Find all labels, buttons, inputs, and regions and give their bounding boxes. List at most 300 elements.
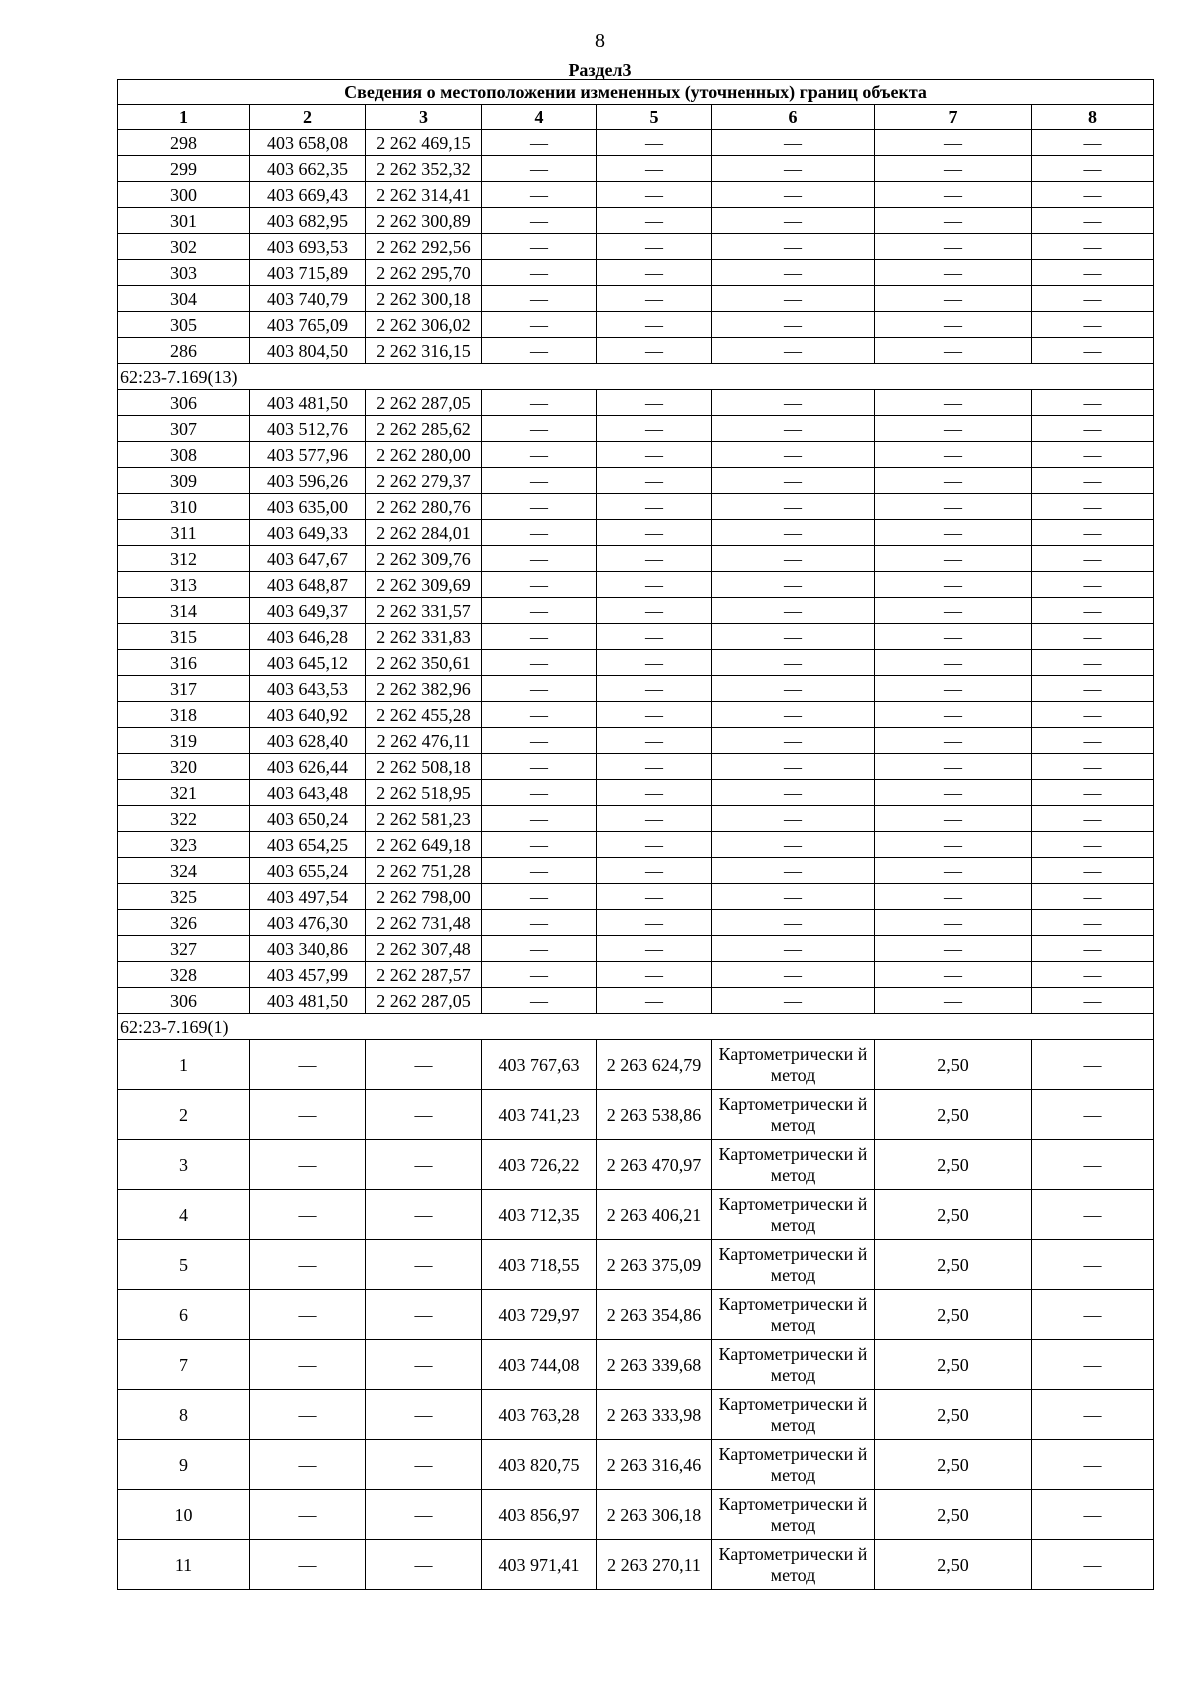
empty-dash: — — [250, 1540, 366, 1590]
coord-x: 403 715,89 — [250, 260, 366, 286]
table-row — [118, 1540, 1154, 1590]
empty-dash: — — [712, 676, 875, 702]
column-header: 6 — [712, 105, 875, 130]
empty-dash: — — [597, 234, 712, 260]
coord-x: 403 655,24 — [250, 858, 366, 884]
empty-dash: — — [366, 1340, 482, 1390]
empty-dash: — — [482, 702, 597, 728]
empty-dash: — — [597, 728, 712, 754]
table-row — [118, 208, 1154, 234]
table-row — [118, 988, 1154, 1014]
coord-x: 403 645,12 — [250, 650, 366, 676]
empty-dash: — — [1032, 546, 1154, 572]
empty-dash: — — [875, 806, 1032, 832]
method-cell: Картометрически й метод — [712, 1190, 875, 1240]
point-number: 3 — [118, 1140, 250, 1190]
table-row — [118, 832, 1154, 858]
coord-y: 2 262 300,18 — [366, 286, 482, 312]
coord-y: 2 262 280,76 — [366, 494, 482, 520]
empty-dash: — — [875, 754, 1032, 780]
coord-y: 2 262 306,02 — [366, 312, 482, 338]
empty-dash: — — [1032, 1040, 1154, 1090]
empty-dash: — — [482, 520, 597, 546]
empty-dash: — — [250, 1440, 366, 1490]
table-row — [118, 182, 1154, 208]
empty-dash: — — [597, 832, 712, 858]
table-row — [118, 962, 1154, 988]
point-number: 322 — [118, 806, 250, 832]
empty-dash: — — [875, 416, 1032, 442]
empty-dash: — — [875, 156, 1032, 182]
table-row — [118, 156, 1154, 182]
coord-x: 403 726,22 — [482, 1140, 597, 1190]
empty-dash: — — [712, 442, 875, 468]
empty-dash: — — [250, 1240, 366, 1290]
empty-dash: — — [712, 208, 875, 234]
table-row — [118, 598, 1154, 624]
coord-y: 2 262 309,69 — [366, 572, 482, 598]
point-number: 7 — [118, 1340, 250, 1390]
empty-dash: — — [482, 936, 597, 962]
empty-dash: — — [482, 208, 597, 234]
empty-dash: — — [597, 260, 712, 286]
empty-dash: — — [1032, 416, 1154, 442]
empty-dash: — — [1032, 520, 1154, 546]
coord-y: 2 263 339,68 — [597, 1340, 712, 1390]
coord-x: 403 669,43 — [250, 182, 366, 208]
empty-dash: — — [1032, 494, 1154, 520]
empty-dash: — — [597, 338, 712, 364]
coord-x: 403 340,86 — [250, 936, 366, 962]
empty-dash: — — [366, 1240, 482, 1290]
coord-x: 403 712,35 — [482, 1190, 597, 1240]
empty-dash: — — [1032, 1490, 1154, 1540]
point-number: 298 — [118, 130, 250, 156]
empty-dash: — — [482, 546, 597, 572]
coord-y: 2 262 518,95 — [366, 780, 482, 806]
empty-dash: — — [875, 858, 1032, 884]
coord-x: 403 763,28 — [482, 1390, 597, 1440]
point-number: 11 — [118, 1540, 250, 1590]
empty-dash: — — [250, 1290, 366, 1340]
coord-x: 403 476,30 — [250, 910, 366, 936]
empty-dash: — — [1032, 624, 1154, 650]
empty-dash: — — [597, 910, 712, 936]
empty-dash: — — [1032, 936, 1154, 962]
empty-dash: — — [875, 130, 1032, 156]
group-row — [118, 364, 1154, 390]
empty-dash: — — [1032, 962, 1154, 988]
empty-dash: — — [482, 442, 597, 468]
empty-dash: — — [712, 884, 875, 910]
table-row — [118, 780, 1154, 806]
table-row — [118, 312, 1154, 338]
coord-y: 2 262 731,48 — [366, 910, 482, 936]
empty-dash: — — [366, 1140, 482, 1190]
empty-dash: — — [875, 442, 1032, 468]
method-cell: Картометрически й метод — [712, 1090, 875, 1140]
empty-dash: — — [482, 338, 597, 364]
table-row — [118, 858, 1154, 884]
empty-dash: — — [1032, 806, 1154, 832]
coord-x: 403 640,92 — [250, 702, 366, 728]
coord-x: 403 481,50 — [250, 390, 366, 416]
empty-dash: — — [482, 650, 597, 676]
coord-y: 2 262 292,56 — [366, 234, 482, 260]
table-row — [118, 650, 1154, 676]
empty-dash: — — [250, 1340, 366, 1390]
empty-dash: — — [1032, 390, 1154, 416]
empty-dash: — — [597, 286, 712, 312]
point-number: 6 — [118, 1290, 250, 1340]
empty-dash: — — [250, 1140, 366, 1190]
empty-dash: — — [712, 494, 875, 520]
empty-dash: — — [712, 546, 875, 572]
column-header: 3 — [366, 105, 482, 130]
empty-dash: — — [597, 936, 712, 962]
empty-dash: — — [366, 1040, 482, 1090]
empty-dash: — — [482, 962, 597, 988]
empty-dash: — — [1032, 1290, 1154, 1340]
table-row — [118, 754, 1154, 780]
point-number: 304 — [118, 286, 250, 312]
empty-dash: — — [712, 312, 875, 338]
empty-dash: — — [597, 156, 712, 182]
empty-dash: — — [597, 546, 712, 572]
empty-dash: — — [482, 910, 597, 936]
empty-dash: — — [712, 858, 875, 884]
point-number: 326 — [118, 910, 250, 936]
coord-y: 2 263 270,11 — [597, 1540, 712, 1590]
table-row — [118, 390, 1154, 416]
empty-dash: — — [597, 572, 712, 598]
empty-dash: — — [712, 390, 875, 416]
empty-dash: — — [597, 416, 712, 442]
empty-dash: — — [482, 286, 597, 312]
coord-x: 403 647,67 — [250, 546, 366, 572]
empty-dash: — — [597, 130, 712, 156]
coord-x: 403 628,40 — [250, 728, 366, 754]
empty-dash: — — [1032, 780, 1154, 806]
point-number: 313 — [118, 572, 250, 598]
point-number: 315 — [118, 624, 250, 650]
empty-dash: — — [875, 338, 1032, 364]
empty-dash: — — [875, 832, 1032, 858]
coord-x: 403 596,26 — [250, 468, 366, 494]
coord-x: 403 650,24 — [250, 806, 366, 832]
point-number: 303 — [118, 260, 250, 286]
empty-dash: — — [1032, 988, 1154, 1014]
empty-dash: — — [597, 988, 712, 1014]
coord-y: 2 262 284,01 — [366, 520, 482, 546]
empty-dash: — — [1032, 1190, 1154, 1240]
coord-x: 403 649,37 — [250, 598, 366, 624]
empty-dash: — — [712, 910, 875, 936]
empty-dash: — — [875, 286, 1032, 312]
empty-dash: — — [250, 1090, 366, 1140]
table-row — [118, 1240, 1154, 1290]
empty-dash: — — [1032, 650, 1154, 676]
table-row — [118, 1040, 1154, 1090]
empty-dash: — — [1032, 182, 1154, 208]
empty-dash: — — [482, 260, 597, 286]
coord-y: 2 263 333,98 — [597, 1390, 712, 1440]
table-row — [118, 520, 1154, 546]
empty-dash: — — [1032, 1140, 1154, 1190]
point-number: 1 — [118, 1040, 250, 1090]
empty-dash: — — [1032, 728, 1154, 754]
table-row — [118, 260, 1154, 286]
empty-dash: — — [366, 1540, 482, 1590]
empty-dash: — — [875, 260, 1032, 286]
empty-dash: — — [250, 1490, 366, 1540]
column-header: 4 — [482, 105, 597, 130]
empty-dash: — — [1032, 884, 1154, 910]
point-number: 328 — [118, 962, 250, 988]
coord-x: 403 654,25 — [250, 832, 366, 858]
empty-dash: — — [875, 650, 1032, 676]
coord-y: 2 262 295,70 — [366, 260, 482, 286]
empty-dash: — — [1032, 702, 1154, 728]
method-cell: Картометрически й метод — [712, 1040, 875, 1090]
coord-y: 2 262 798,00 — [366, 884, 482, 910]
empty-dash: — — [597, 494, 712, 520]
table-row — [118, 130, 1154, 156]
coord-x: 403 658,08 — [250, 130, 366, 156]
coord-y: 2 262 280,00 — [366, 442, 482, 468]
table-row — [118, 1090, 1154, 1140]
coord-y: 2 263 354,86 — [597, 1290, 712, 1340]
coord-x: 403 643,48 — [250, 780, 366, 806]
empty-dash: — — [1032, 1090, 1154, 1140]
table-row — [118, 1190, 1154, 1240]
point-number: 301 — [118, 208, 250, 234]
empty-dash: — — [1032, 754, 1154, 780]
empty-dash: — — [366, 1190, 482, 1240]
coord-x: 403 626,44 — [250, 754, 366, 780]
empty-dash: — — [712, 936, 875, 962]
coord-x: 403 577,96 — [250, 442, 366, 468]
accuracy-cell: 2,50 — [875, 1090, 1032, 1140]
empty-dash: — — [597, 650, 712, 676]
method-cell: Картометрически й метод — [712, 1490, 875, 1540]
coord-y: 2 262 307,48 — [366, 936, 482, 962]
empty-dash: — — [1032, 910, 1154, 936]
table-row — [118, 416, 1154, 442]
empty-dash: — — [482, 728, 597, 754]
empty-dash: — — [482, 572, 597, 598]
section-label: Раздел3 — [568, 60, 632, 80]
point-number: 10 — [118, 1490, 250, 1540]
empty-dash: — — [1032, 1440, 1154, 1490]
coord-y: 2 263 624,79 — [597, 1040, 712, 1090]
point-number: 306 — [118, 390, 250, 416]
method-cell: Картометрически й метод — [712, 1290, 875, 1340]
column-header: 2 — [250, 105, 366, 130]
coord-x: 403 481,50 — [250, 988, 366, 1014]
method-cell: Картометрически й метод — [712, 1390, 875, 1440]
empty-dash: — — [712, 234, 875, 260]
empty-dash: — — [482, 832, 597, 858]
empty-dash: — — [875, 624, 1032, 650]
accuracy-cell: 2,50 — [875, 1490, 1032, 1540]
point-number: 309 — [118, 468, 250, 494]
empty-dash: — — [875, 962, 1032, 988]
point-number: 312 — [118, 546, 250, 572]
coord-y: 2 262 287,05 — [366, 988, 482, 1014]
group-label: 62:23-7.169(13) — [118, 364, 1154, 390]
empty-dash: — — [1032, 442, 1154, 468]
coord-x: 403 682,95 — [250, 208, 366, 234]
empty-dash: — — [1032, 156, 1154, 182]
point-number: 311 — [118, 520, 250, 546]
table-row — [118, 1390, 1154, 1440]
empty-dash: — — [1032, 130, 1154, 156]
table-row — [118, 936, 1154, 962]
point-number: 319 — [118, 728, 250, 754]
coord-x: 403 741,23 — [482, 1090, 597, 1140]
empty-dash: — — [597, 676, 712, 702]
empty-dash: — — [1032, 676, 1154, 702]
method-cell: Картометрически й метод — [712, 1340, 875, 1390]
empty-dash: — — [712, 624, 875, 650]
coord-x: 403 649,33 — [250, 520, 366, 546]
empty-dash: — — [712, 598, 875, 624]
table-row — [118, 702, 1154, 728]
empty-dash: — — [875, 988, 1032, 1014]
empty-dash: — — [712, 962, 875, 988]
table-row — [118, 1290, 1154, 1340]
point-number: 317 — [118, 676, 250, 702]
empty-dash: — — [875, 936, 1032, 962]
empty-dash: — — [1032, 208, 1154, 234]
method-cell: Картометрически й метод — [712, 1540, 875, 1590]
coord-y: 2 263 470,97 — [597, 1140, 712, 1190]
column-header-row — [118, 105, 1154, 130]
coord-x: 403 635,00 — [250, 494, 366, 520]
column-header: 7 — [875, 105, 1032, 130]
coord-y: 2 262 285,62 — [366, 416, 482, 442]
empty-dash: — — [597, 780, 712, 806]
method-cell: Картометрически й метод — [712, 1140, 875, 1190]
empty-dash: — — [712, 650, 875, 676]
coord-x: 403 740,79 — [250, 286, 366, 312]
point-number: 310 — [118, 494, 250, 520]
table-title: Сведения о местоположении измененных (уточненных) границ объекта — [118, 80, 1154, 105]
table-row — [118, 676, 1154, 702]
empty-dash: — — [1032, 468, 1154, 494]
point-number: 300 — [118, 182, 250, 208]
coord-x: 403 804,50 — [250, 338, 366, 364]
coord-x: 403 457,99 — [250, 962, 366, 988]
table-row — [118, 1440, 1154, 1490]
accuracy-cell: 2,50 — [875, 1340, 1032, 1390]
empty-dash: — — [482, 754, 597, 780]
empty-dash: — — [1032, 1390, 1154, 1440]
coord-y: 2 262 350,61 — [366, 650, 482, 676]
coord-y: 2 262 287,05 — [366, 390, 482, 416]
empty-dash: — — [875, 572, 1032, 598]
column-header: 1 — [118, 105, 250, 130]
empty-dash: — — [366, 1440, 482, 1490]
empty-dash: — — [482, 234, 597, 260]
point-number: 308 — [118, 442, 250, 468]
empty-dash: — — [875, 182, 1032, 208]
empty-dash: — — [366, 1390, 482, 1440]
table-row — [118, 1490, 1154, 1540]
table-row — [118, 494, 1154, 520]
point-number: 306 — [118, 988, 250, 1014]
empty-dash: — — [712, 182, 875, 208]
coord-x: 403 512,76 — [250, 416, 366, 442]
accuracy-cell: 2,50 — [875, 1140, 1032, 1190]
method-cell: Картометрически й метод — [712, 1240, 875, 1290]
point-number: 324 — [118, 858, 250, 884]
coord-y: 2 262 279,37 — [366, 468, 482, 494]
empty-dash: — — [597, 806, 712, 832]
empty-dash: — — [482, 806, 597, 832]
empty-dash: — — [712, 260, 875, 286]
empty-dash: — — [597, 754, 712, 780]
coord-x: 403 693,53 — [250, 234, 366, 260]
page-number: 8 — [595, 30, 605, 52]
empty-dash: — — [482, 780, 597, 806]
empty-dash: — — [875, 390, 1032, 416]
coord-y: 2 262 331,57 — [366, 598, 482, 624]
coord-y: 2 263 406,21 — [597, 1190, 712, 1240]
empty-dash: — — [1032, 286, 1154, 312]
empty-dash: — — [875, 884, 1032, 910]
empty-dash: — — [712, 754, 875, 780]
coord-x: 403 767,63 — [482, 1040, 597, 1090]
empty-dash: — — [712, 988, 875, 1014]
coord-y: 2 262 581,23 — [366, 806, 482, 832]
empty-dash: — — [597, 312, 712, 338]
table-row — [118, 806, 1154, 832]
accuracy-cell: 2,50 — [875, 1440, 1032, 1490]
empty-dash: — — [875, 234, 1032, 260]
table-row — [118, 1340, 1154, 1390]
empty-dash: — — [482, 182, 597, 208]
empty-dash: — — [875, 780, 1032, 806]
coord-y: 2 263 316,46 — [597, 1440, 712, 1490]
coord-y: 2 262 287,57 — [366, 962, 482, 988]
empty-dash: — — [482, 156, 597, 182]
empty-dash: — — [482, 468, 597, 494]
coord-x: 403 971,41 — [482, 1540, 597, 1590]
empty-dash: — — [712, 728, 875, 754]
table-row — [118, 546, 1154, 572]
coord-y: 2 263 538,86 — [597, 1090, 712, 1140]
empty-dash: — — [482, 390, 597, 416]
empty-dash: — — [712, 780, 875, 806]
empty-dash: — — [712, 572, 875, 598]
empty-dash: — — [875, 598, 1032, 624]
empty-dash: — — [1032, 234, 1154, 260]
empty-dash: — — [1032, 598, 1154, 624]
coord-y: 2 262 455,28 — [366, 702, 482, 728]
empty-dash: — — [875, 468, 1032, 494]
empty-dash: — — [875, 520, 1032, 546]
empty-dash: — — [482, 676, 597, 702]
point-number: 8 — [118, 1390, 250, 1440]
empty-dash: — — [366, 1490, 482, 1540]
empty-dash: — — [597, 390, 712, 416]
empty-dash: — — [712, 286, 875, 312]
empty-dash: — — [712, 468, 875, 494]
empty-dash: — — [597, 624, 712, 650]
empty-dash: — — [875, 910, 1032, 936]
